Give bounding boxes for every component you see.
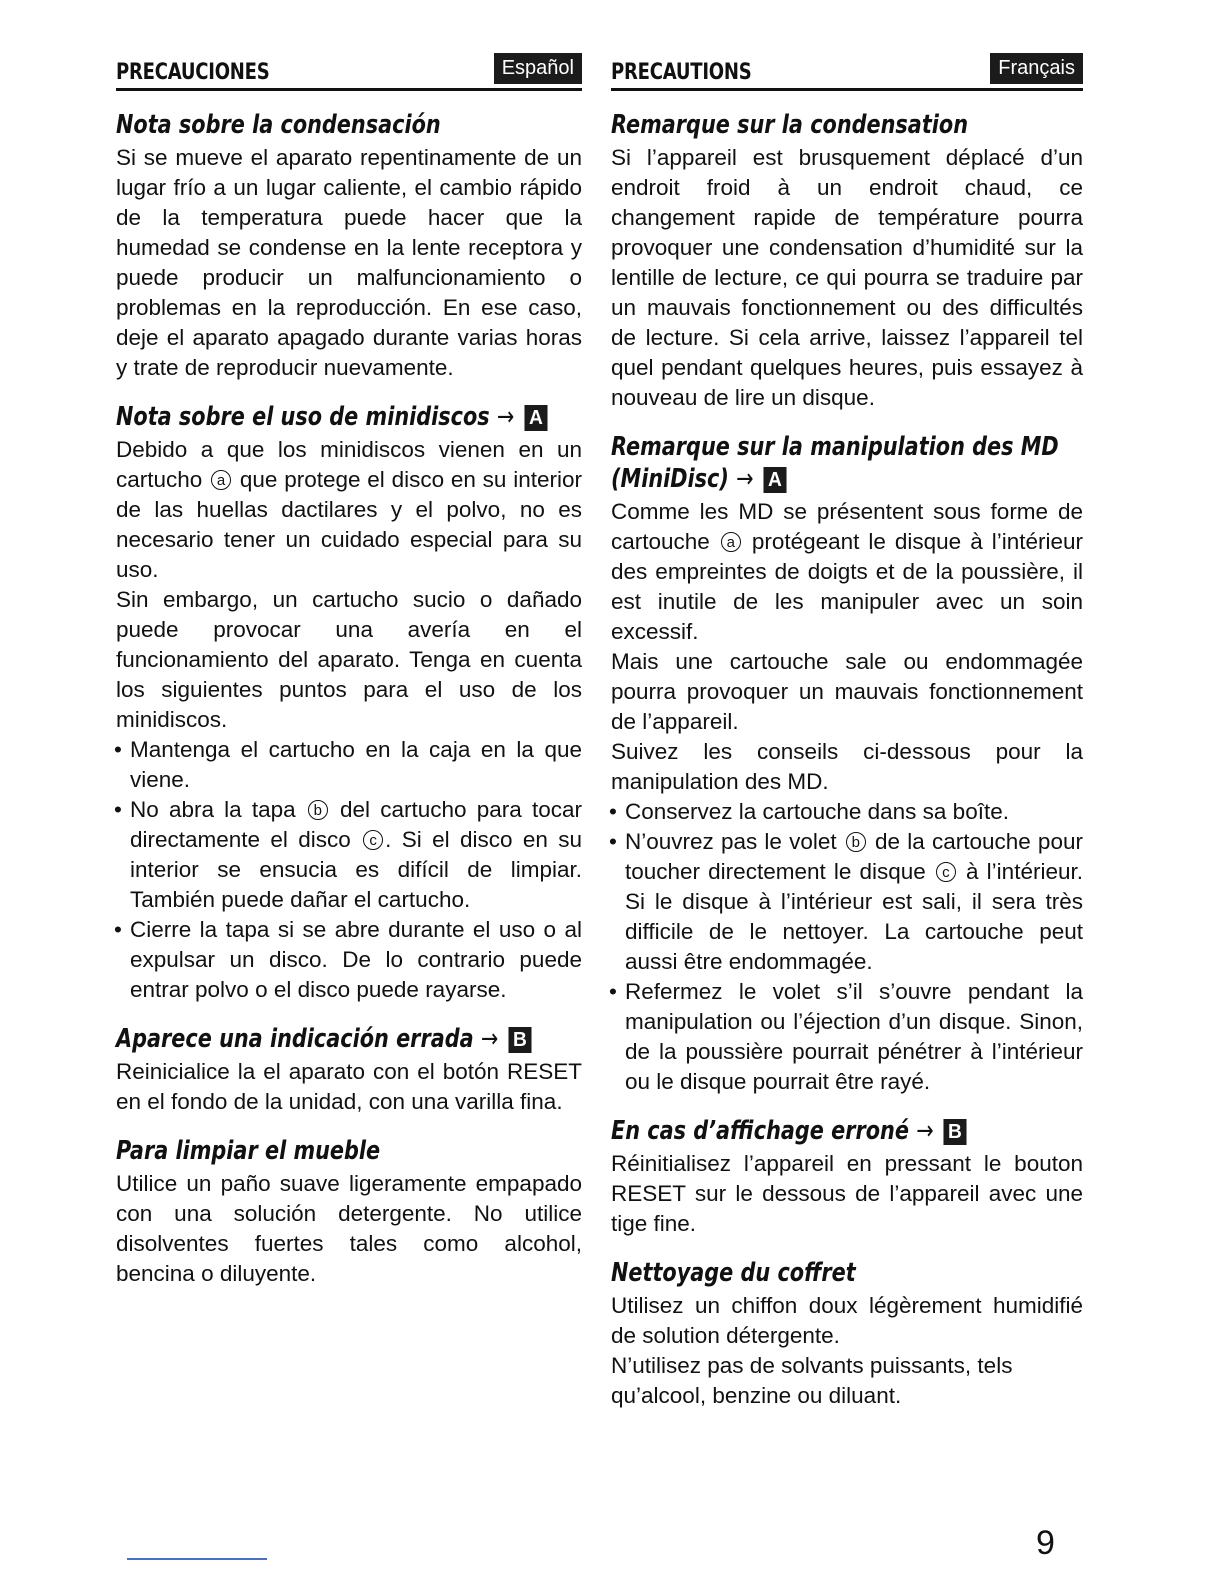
arrow-right-icon: →: [736, 464, 754, 494]
es-error-section: [116, 1023, 582, 1117]
fr-bullet2-part-a: N’ouvrez pas le volet: [625, 829, 837, 854]
es-error-heading: [116, 1023, 527, 1055]
spanish-header-title: PRECAUCIONES: [116, 60, 270, 85]
footer-rule: [127, 1558, 267, 1560]
fr-bullet2-part-b: de la cartouche pour toucher directement le disque: [625, 829, 1083, 884]
spanish-column: [116, 46, 582, 1289]
spanish-header: [116, 46, 582, 91]
circled-letter-c: c: [363, 830, 383, 850]
fr-minidisc-heading: [611, 431, 1083, 495]
arrow-right-icon: →: [480, 1024, 499, 1054]
es-error-text: Reinicialice la el aparato con el botón RESET en el fondo de la unidad, con una varilla fina.: [116, 1059, 582, 1114]
french-header: [611, 46, 1083, 91]
es-condensation-text: Si se mueve el aparato repentinamente de un lugar frío a un lugar caliente, el cambio rápido de la temperatura puede hacer que la humedad se condense en la lente receptora y puede producir un malfuncionamiento o problemas en la reproducción. En ese caso, deje el aparato apagado durante varias horas y trate de reproducir nuevamente.: [116, 145, 582, 380]
fr-condensation-section: [611, 109, 1083, 413]
figure-ref-b-badge: B: [944, 1119, 967, 1145]
es-minidisc-bullet-list: [116, 735, 582, 1005]
arrow-right-icon: →: [916, 1116, 934, 1146]
es-condensation-heading: Nota sobre la condensación: [116, 110, 441, 140]
fr-minidisc-paragraph-3: Suivez les conseils ci-dessous pour la manipulation des MD.: [611, 739, 1083, 794]
fr-cleaning-text-1: Utilisez un chiffon doux légèrement humidifié de solution détergente.: [611, 1293, 1083, 1348]
es-minidisc-heading: [116, 401, 543, 433]
french-header-title: PRECAUTIONS: [611, 60, 752, 85]
french-language-tab: Français: [990, 53, 1083, 84]
es-bullet2-part-b: del cartucho para tocar directamente el disco: [130, 797, 582, 852]
fr-cleaning-section: [611, 1257, 1083, 1411]
fr-cleaning-heading: Nettoyage du coffret: [611, 1258, 856, 1288]
es-cleaning-section: [116, 1135, 582, 1289]
es-cleaning-text: Utilice un paño suave ligeramente empapado con una solución detergente. No utilice disolventes fuertes tales como alcohol, bencina o diluyente.: [116, 1171, 582, 1286]
spanish-language-tab: Español: [494, 53, 582, 84]
fr-condensation-heading: Remarque sur la condensation: [611, 110, 969, 140]
fr-error-heading-text: En cas d’affichage erroné: [611, 1116, 909, 1146]
fr-minidisc-paragraph-2: Mais une cartouche sale ou endommagée pourra provoquer un mauvais fonctionnement de l’appareil.: [611, 649, 1083, 734]
fr-bullet2-part-c: à l’intérieur. Si le disque à l’intérieur est sali, il sera très difficile de le nettoyer. La cartouche peut aussi être endommagée.: [625, 859, 1083, 974]
es-minidisc-p1-after: que protege el disco en su interior de las huellas dactilares y el polvo, no es necesario tener un cuidado especial para su uso.: [116, 467, 582, 582]
es-minidisc-paragraph-2: Sin embargo, un cartucho sucio o dañado puede provocar una avería en el funcionamiento del aparato. Tenga en cuenta los siguientes puntos para el uso de los minidiscos.: [116, 587, 582, 732]
fr-minidisc-section: [611, 431, 1083, 1097]
es-bullet2-part-c: . Si el disco en su interior se ensucia es difícil de limpiar. También puede dañar el cartucho.: [130, 827, 583, 912]
fr-minidisc-bullet-1: • Conservez la cartouche dans sa boîte.: [611, 797, 1083, 827]
fr-minidisc-p1-before: Comme les MD se présentent sous forme de cartouche: [611, 499, 1083, 554]
es-minidisc-p1-before: Debido a que los minidiscos vienen en un cartucho: [116, 437, 582, 492]
fr-minidisc-bullet-3: • Refermez le volet s’il s’ouvre pendant la manipulation ou l’éjection d’un disque. Sinon, de la poussière pourrait pénétrer à l’intérieur ou le disque pourrait être rayé.: [611, 977, 1083, 1097]
es-minidisc-bullet-2: [116, 795, 582, 915]
es-cleaning-heading: Para limpiar el mueble: [116, 1136, 381, 1166]
fr-minidisc-heading-text: Remarque sur la manipulation des MD (MiniDisc): [611, 432, 1059, 494]
es-condensation-section: [116, 109, 582, 383]
fr-minidisc-bullet-2: [611, 827, 1083, 977]
fr-error-text: Réinitialisez l’appareil en pressant le bouton RESET sur le dessous de l’appareil avec une tige fine.: [611, 1151, 1083, 1236]
circled-letter-c: c: [936, 862, 956, 882]
fr-minidisc-paragraph-1: [611, 497, 1083, 647]
es-bullet2-part-a: No abra la tapa: [130, 797, 296, 822]
es-minidisc-bullet-3: • Cierre la tapa si se abre durante el uso o al expulsar un disco. De lo contrario puede entrar polvo o el disco puede rayarse.: [116, 915, 582, 1005]
es-error-heading-text: Aparece una indicación errada: [116, 1024, 474, 1054]
figure-ref-b-badge: B: [508, 1027, 531, 1053]
arrow-right-icon: →: [496, 402, 515, 432]
es-minidisc-bullet-1: • Mantenga el cartucho en la caja en la que viene.: [116, 735, 582, 795]
fr-cleaning-text-2: N’utilisez pas de solvants puissants, tels qu’alcool, benzine ou diluant.: [611, 1353, 1013, 1408]
figure-ref-a-badge: A: [764, 467, 787, 493]
fr-condensation-text: Si l’appareil est brusquement déplacé d’un endroit froid à un endroit chaud, ce changement rapide de température pourra provoquer une condensation d’humidité sur la lentille de lecture, ce qui pourra se traduire par un mauvais fonctionnement ou des difficultés de lecture. Si cela arrive, laissez l’appareil tel quel pendant quelques heures, puis essayez à nouveau de lire un disque.: [611, 145, 1083, 410]
fr-minidisc-bullet-list: [611, 797, 1083, 1097]
es-minidisc-heading-text: Nota sobre el uso de minidiscos: [116, 402, 490, 432]
fr-minidisc-p1-after: protégeant le disque à l’intérieur des empreintes de doigts et de la poussière, il est inutile de les manipuler avec un soin excessif.: [611, 529, 1083, 644]
fr-error-section: [611, 1115, 1083, 1239]
es-minidisc-section: [116, 401, 582, 1005]
circled-letter-b: b: [308, 800, 328, 820]
figure-ref-a-badge: A: [524, 405, 547, 431]
circled-letter-b: b: [846, 832, 866, 852]
circled-letter-a: a: [721, 532, 741, 552]
fr-error-heading: [611, 1115, 989, 1147]
es-minidisc-paragraph-1: [116, 435, 582, 585]
circled-letter-a: a: [211, 470, 231, 490]
page-number: 9: [1036, 1524, 1055, 1562]
french-column: [611, 46, 1083, 1411]
